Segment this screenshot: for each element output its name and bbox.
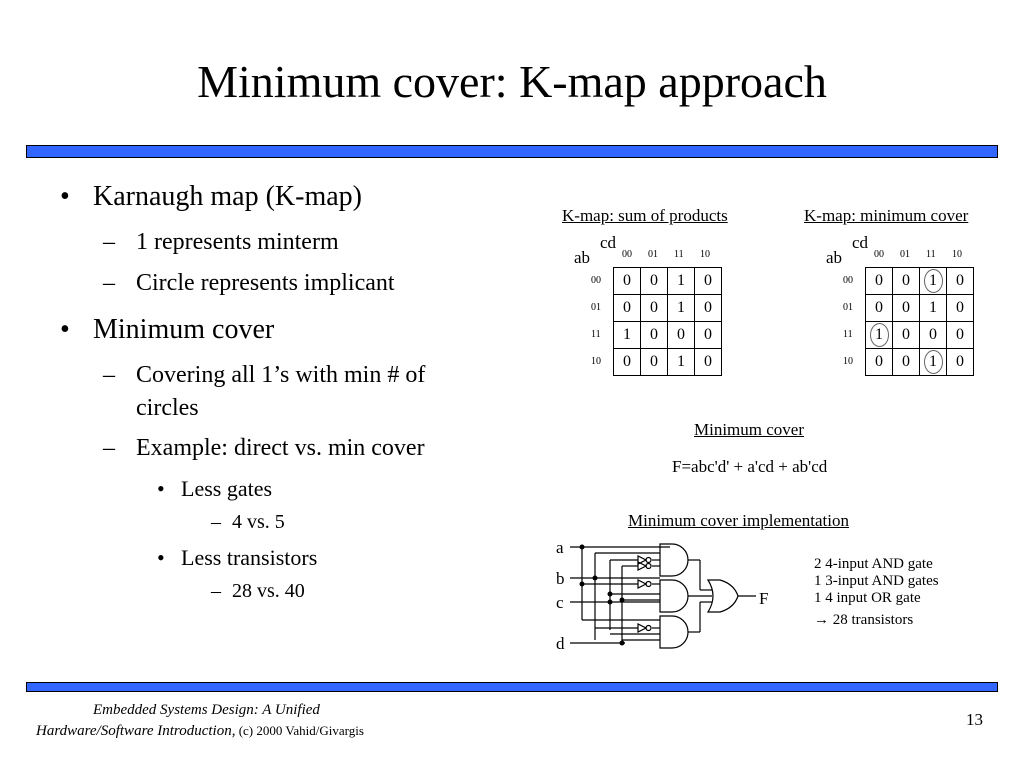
bullet-text: Less gates (181, 476, 273, 501)
implementation-notes (814, 556, 939, 629)
output-label-f: F (759, 589, 769, 608)
kmap-mincover-col-label: 11 (926, 249, 936, 260)
bullet-text: Example: direct vs. min cover (136, 435, 425, 461)
bullet-text: Circle represents implicant (136, 270, 395, 296)
kmap-sop-row-label: 00 (591, 275, 601, 286)
bullet-marker: – (211, 580, 221, 602)
kmap-sop-col-label: 00 (622, 249, 632, 260)
bullet-text: Covering all 1’s with min # of (136, 362, 426, 388)
kmap-mincover-row-label: 11 (843, 329, 853, 340)
note-line: 1 4 input OR gate (814, 590, 921, 606)
kmap-cell: 0 (641, 322, 668, 349)
bullet-text: Minimum cover (93, 314, 275, 345)
kmap-cell: 0 (695, 349, 722, 376)
min-cover-caption: Minimum cover (694, 420, 805, 439)
bullet-marker: • (60, 181, 70, 212)
kmap-cell: 0 (947, 349, 974, 376)
kmap-cell: 0 (893, 322, 920, 349)
kmap-cell: 0 (947, 322, 974, 349)
inverter-icon (638, 562, 646, 570)
bullet-marker: – (103, 229, 115, 255)
kmap-cell: 0 (641, 349, 668, 376)
slide-title: Minimum cover: K-map approach (197, 56, 827, 107)
kmap-cell: 0 (695, 322, 722, 349)
footer-book-title: Embedded Systems Design: A Unified (93, 702, 320, 718)
footer-copyright: (c) 2000 Vahid/Givargis (235, 723, 364, 738)
kmap-cell: 0 (947, 268, 974, 295)
note-line: 1 3-input AND gates (814, 573, 939, 589)
kmap-mincover-col-var: cd (852, 233, 869, 252)
bullet-text: 1 represents minterm (136, 229, 339, 255)
kmap-sop-caption: K-map: sum of products (562, 206, 728, 225)
kmap-cell: 0 (947, 295, 974, 322)
bullet-marker: • (157, 476, 165, 501)
bullet-text: Karnaugh map (K-map) (93, 181, 363, 212)
note-line: → 28 transistors (814, 612, 914, 628)
implementation-caption: Minimum cover implementation (628, 511, 849, 530)
kmap-mincover-row-label: 00 (843, 275, 853, 286)
kmap-mincover-col-label: 10 (952, 249, 962, 260)
kmap-mincover-col-label: 01 (900, 249, 910, 260)
kmap-mincover-row-label: 10 (843, 356, 853, 367)
bullet-marker: – (211, 511, 221, 533)
kmap-sop-col-label: 11 (674, 249, 684, 260)
implicant-circle: 1 (924, 350, 943, 374)
footer-subtitle-italic: Hardware/Software Introduction, (36, 723, 236, 739)
kmap-cell: 0 (695, 268, 722, 295)
kmap-sop-row-label: 01 (591, 302, 601, 313)
kmap-sop-row-label: 11 (591, 329, 601, 340)
kmap-cell: 0 (614, 349, 641, 376)
kmap-cell: 0 (641, 295, 668, 322)
kmap-mincover-row-label: 01 (843, 302, 853, 313)
bottom-divider-bar (26, 682, 998, 692)
kmap-cell: 0 (695, 295, 722, 322)
bullet-marker: • (60, 314, 70, 345)
bullet-marker: • (157, 545, 165, 570)
kmap-cell: 0 (641, 268, 668, 295)
inverter-icon (638, 624, 646, 632)
kmap-cell: 0 (893, 268, 920, 295)
kmap-cell: 0 (866, 268, 893, 295)
kmap-cell: 1 (668, 268, 695, 295)
kmap-cell: 0 (668, 322, 695, 349)
bullet-continuation: circles (136, 395, 199, 421)
min-cover-equation: F=abc'd' + a'cd + ab'cd (672, 457, 828, 476)
input-label-a: a (556, 538, 564, 557)
bullet-text: 28 vs. 40 (232, 580, 305, 602)
kmap-cell: 0 (920, 322, 947, 349)
input-label-c: c (556, 593, 564, 612)
kmap-cell: 0 (866, 295, 893, 322)
note-line: 2 4-input AND gate (814, 556, 933, 572)
kmap-cell: 1 (920, 295, 947, 322)
implicant-circle: 1 (924, 269, 943, 293)
input-label-d: d (556, 634, 565, 653)
page-number: 13 (966, 710, 983, 729)
bullet-marker: – (103, 270, 115, 296)
kmap-cell: 0 (893, 349, 920, 376)
implicant-circle: 1 (870, 323, 889, 347)
kmap-cell: 0 (893, 295, 920, 322)
kmap-sop-col-var: cd (600, 233, 617, 252)
kmap-mincover-col-label: 00 (874, 249, 884, 260)
kmap-sop-col-label: 01 (648, 249, 658, 260)
bullet-marker: – (103, 362, 115, 388)
bullet-marker: – (103, 435, 115, 461)
kmap-cell: 1 (614, 322, 641, 349)
kmap-cell: 1 (668, 349, 695, 376)
bullet-text: 4 vs. 5 (232, 511, 285, 533)
kmap-cell: 1 (668, 295, 695, 322)
inverter-icon (638, 580, 646, 588)
kmap-mincover-row-var: ab (826, 248, 843, 267)
kmap-sop-row-var: ab (574, 248, 591, 267)
kmap-cell: 0 (614, 295, 641, 322)
kmap-sop-col-label: 10 (700, 249, 710, 260)
footer-book-subtitle (36, 723, 364, 740)
kmap-cell: 0 (614, 268, 641, 295)
kmap-mincover-caption: K-map: minimum cover (804, 206, 969, 225)
input-label-b: b (556, 569, 565, 588)
kmap-cell: 0 (866, 349, 893, 376)
bullet-text: Less transistors (181, 545, 318, 570)
kmap-sop-row-label: 10 (591, 356, 601, 367)
